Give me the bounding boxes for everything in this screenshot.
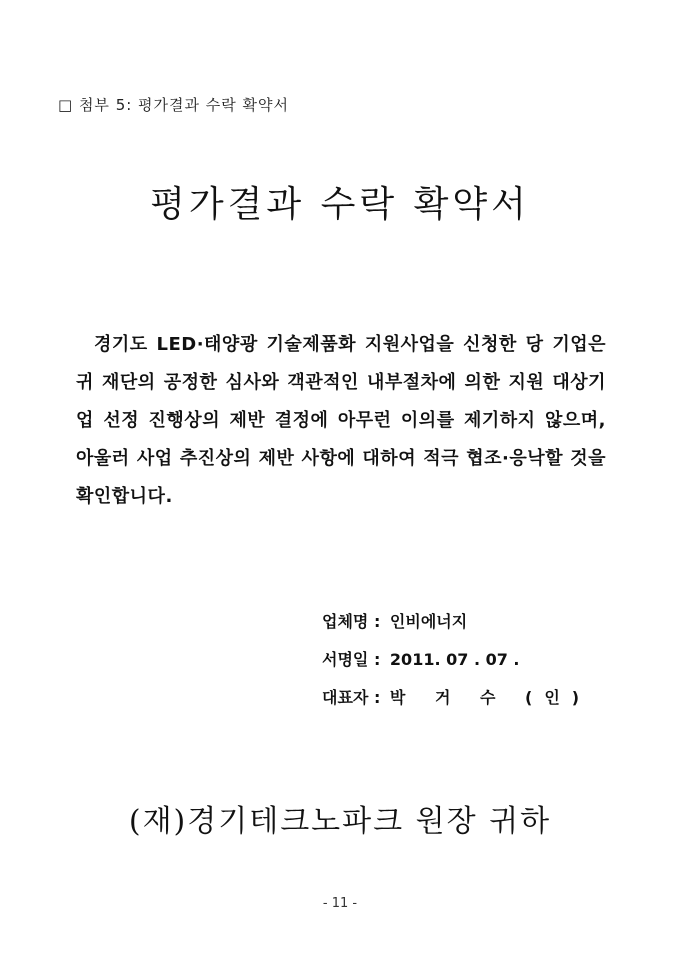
signed-date-row: [322, 648, 591, 686]
representative-label: 대표자 :: [322, 688, 381, 707]
body-paragraph-container: [76, 326, 606, 516]
company-row: [322, 610, 591, 648]
signature-block: [322, 610, 591, 724]
attachment-label: □ 첨부 5: 평가결과 수락 확약서: [58, 96, 290, 114]
document-title: 평가결과 수락 확약서: [150, 184, 530, 225]
body-paragraph: 경기도 LED·태양광 기술제품화 지원사업을 신청한 당 기업은 귀 재단의 공정한 심사와 객관적인 내부절차에 의한 지원 대상기업 선정 진행상의 제반 결정에 아무런 이의를 제기하지 않으며, 아울러 사업 추진상의 제반 사항에 대하여 적극 협조·응낙할 것을 확인합니다.: [76, 334, 606, 507]
representative-value: 박 거 수 (인): [389, 688, 592, 707]
recipient-line: (재)경기테크노파크 원장 귀하: [128, 804, 552, 839]
page-number: - 11 -: [322, 896, 358, 911]
signed-date-label: 서명일 :: [322, 650, 381, 669]
representative-row: [322, 686, 591, 724]
company-value: 인비에너지: [389, 612, 468, 631]
company-label: 업체명 :: [322, 612, 381, 631]
signed-date-value: 2011. 07 . 07 .: [389, 650, 520, 669]
